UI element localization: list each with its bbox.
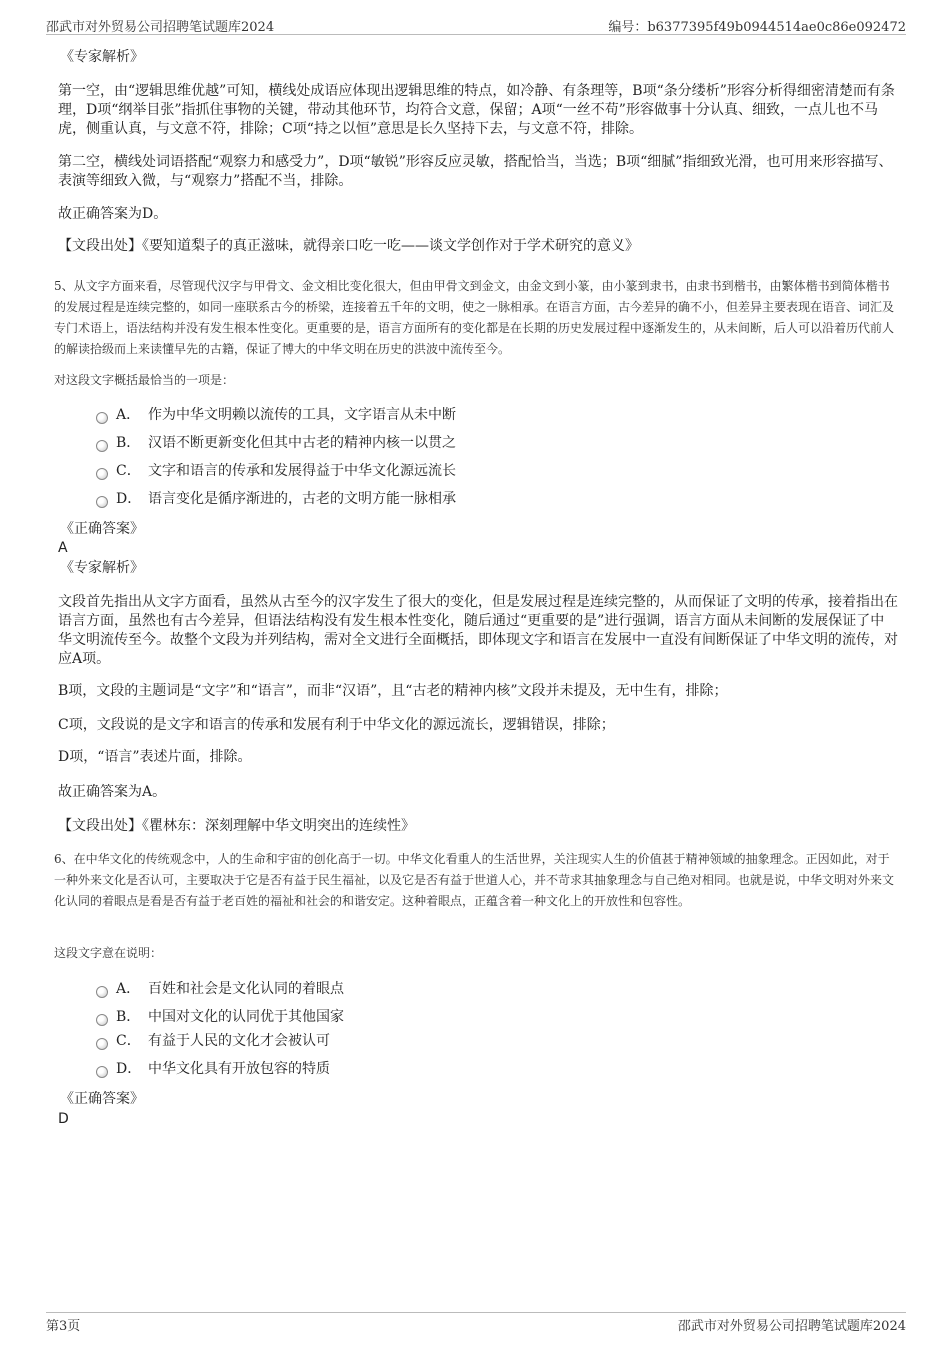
correct-answer-label: 《正确答案》 bbox=[60, 1091, 144, 1107]
source-citation: 【文段出处】《瞿林东：深刻理解中华文明突出的连续性》 bbox=[58, 818, 415, 834]
page-footer bbox=[46, 1312, 906, 1333]
conclusion: 故正确答案为D。 bbox=[58, 206, 168, 222]
correct-answer-label: 《正确答案》 bbox=[60, 521, 144, 537]
option-a[interactable]: A． 百姓和社会是文化认同的着眼点 bbox=[96, 978, 344, 1000]
page-header bbox=[46, 14, 906, 35]
source-citation: 【文段出处】《要知道梨子的真正滋味，就得亲口吃一吃——谈文学创作对于学术研究的意义》 bbox=[58, 238, 639, 254]
analysis-paragraph: 第二空，横线处词语搭配“观察力和感受力”，D项“敏锐”形容反应灵敏，搭配恰当，当选；B项“细腻”指细致光滑，也可用来形容描写、表演等细致入微，与“观察力”搭配不当，排除。 bbox=[58, 154, 893, 189]
conclusion: 故正确答案为A。 bbox=[58, 784, 167, 800]
radio-icon[interactable] bbox=[96, 986, 108, 998]
radio-icon[interactable] bbox=[96, 1038, 108, 1050]
question-prompt: 对这段文字概括最恰当的一项是： bbox=[54, 373, 235, 387]
expert-analysis-label: 《专家解析》 bbox=[60, 560, 144, 576]
expert-analysis-label: 《专家解析》 bbox=[60, 49, 144, 65]
footer-title: 邵武市对外贸易公司招聘笔试题库2024 bbox=[677, 1319, 906, 1334]
option-b[interactable]: B． 中国对文化的认同优于其他国家 bbox=[96, 1006, 344, 1028]
radio-icon[interactable] bbox=[96, 496, 108, 508]
header-code: 编号：b6377395f49b0944514ae0c86e092472 bbox=[608, 20, 906, 35]
question-text: 6、在中华文化的传统观念中，人的生命和宇宙的创化高于一切。中华文化看重人的生活世界，关注现实人生的价值甚于精神领域的抽象理念。正因如此，对于一种外来文化是否认可，主要取决于它是否有益于民生福祉，以及它是否有益于世道人心，并不苛求其抽象理念与自己绝对相同。也就是说，中华文明对外来文化认同的着眼点是看是否有益于老百姓的福祉和社会的和谐安定。这种着眼点，正蕴含着一种文化上的开放性和包容性。 bbox=[54, 852, 895, 908]
radio-icon[interactable] bbox=[96, 468, 108, 480]
option-c[interactable]: C． 文字和语言的传承和发展得益于中华文化源远流长 bbox=[96, 460, 456, 482]
analysis-paragraph: 第一空，由“逻辑思维优越”可知，横线处成语应体现出逻辑思维的特点，如冷静、有条理等，B项“条分缕析”形容分析得细密清楚而有条理，D项“纲举目张”指抓住事物的关键，带动其他环节，均符合文意，保留；A项“一丝不苟”形容做事十分认真、细致，一点儿也不马虎，侧重认真，与文意不符，排除；C项“持之以恒”意思是长久坚持下去，与文意不符，排除。 bbox=[58, 83, 895, 137]
correct-answer: A bbox=[58, 540, 68, 556]
radio-icon[interactable] bbox=[96, 412, 108, 424]
analysis-paragraph: D项，“语言”表述片面，排除。 bbox=[58, 749, 252, 765]
analysis-paragraph: 文段首先指出从文字方面看，虽然从古至今的汉字发生了很大的变化，但是发展过程是连续完整的，从而保证了文明的传承，接着指出在语言方面，虽然也有古今差异，但语法结构没有发生根本性变化，随后通过“更重要的是”进行强调，语言方面从未间断的发展保证了中华文明流传至今。故整个文段为并列结构，需对全文进行全面概括，即体现文字和语言在发展中一直没有间断保证了中华文明的流传，对应A项。 bbox=[58, 594, 898, 667]
analysis-paragraph: B项，文段的主题词是“文字”和“语言”，而非“汉语”，且“古老的精神内核”文段并未提及，无中生有，排除； bbox=[58, 683, 728, 699]
option-a[interactable]: A． 作为中华文明赖以流传的工具，文字语言从未中断 bbox=[96, 404, 456, 426]
option-b[interactable]: B． 汉语不断更新变化但其中古老的精神内核一以贯之 bbox=[96, 432, 456, 454]
question-prompt: 这段文字意在说明： bbox=[54, 946, 163, 960]
header-title: 邵武市对外贸易公司招聘笔试题库2024 bbox=[46, 20, 275, 35]
analysis-paragraph: C项，文段说的是文字和语言的传承和发展有利于中华文化的源远流长，逻辑错误，排除； bbox=[58, 717, 615, 733]
radio-icon[interactable] bbox=[96, 1066, 108, 1078]
option-d[interactable]: D． 语言变化是循序渐进的，古老的文明方能一脉相承 bbox=[96, 488, 456, 510]
radio-icon[interactable] bbox=[96, 440, 108, 452]
correct-answer: D bbox=[58, 1111, 69, 1127]
question-text: 5、从文字方面来看，尽管现代汉字与甲骨文、金文相比变化很大，但由甲骨文到金文，由金文到小篆，由小篆到隶书，由隶书到楷书，由繁体楷书到简体楷书的发展过程是连续完整的，如同一座联系古今的桥梁，连接着五千年的文明，使之一脉相承。在语言方面，古今差异的确不小，但差异主要表现在语音、词汇及专门术语上，语法结构并没有发生根本性变化。更重要的是，语言方面所有的变化都是在长期的历史发展过程中逐渐发生的，从未间断，后人可以沿着历代前人的解读拾级而上来读懂早先的古籍，保证了博大的中华文明在历史的洪波中流传至今。 bbox=[54, 279, 895, 356]
option-c[interactable]: C． 有益于人民的文化才会被认可 bbox=[96, 1030, 330, 1052]
option-d[interactable]: D． 中华文化具有开放包容的特质 bbox=[96, 1058, 330, 1080]
page-number: 第3页 bbox=[46, 1319, 81, 1334]
radio-icon[interactable] bbox=[96, 1014, 108, 1026]
